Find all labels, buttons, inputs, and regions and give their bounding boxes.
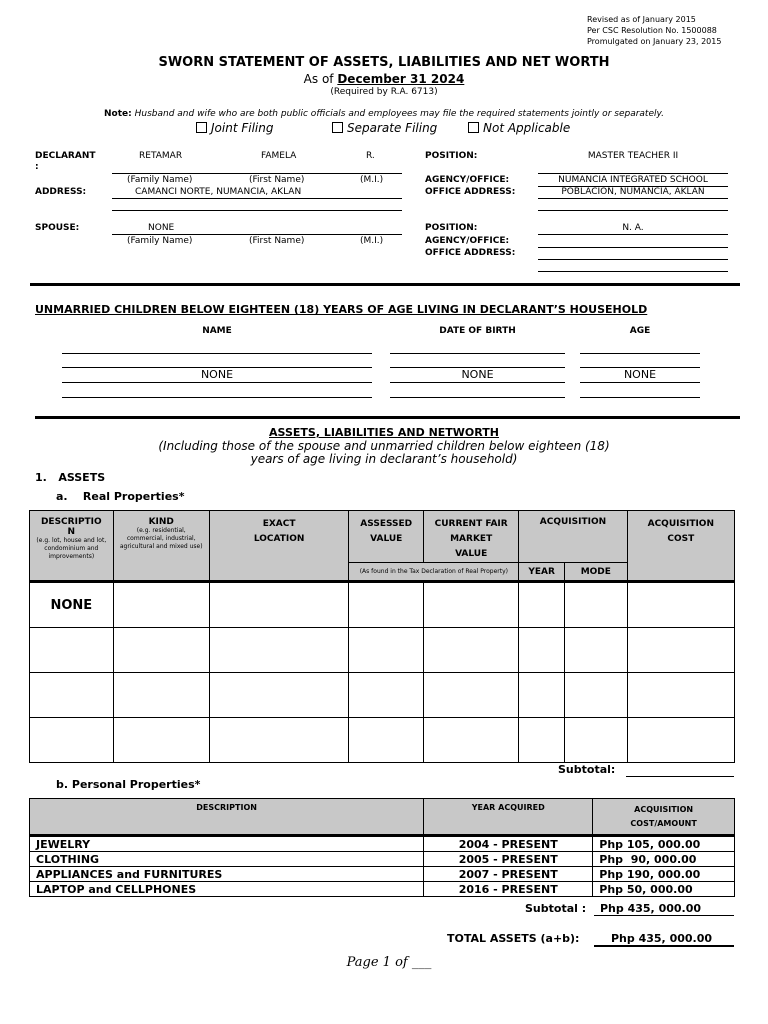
agency-value: NUMANCIA INTEGRATED SCHOOL	[558, 175, 708, 185]
acquisition-header: ACQUISITION	[539, 517, 607, 527]
kind-header: KIND	[148, 517, 174, 527]
assets-heading: ASSETS, LIABILITIES AND NETWORTH	[269, 426, 499, 439]
child-dob-value: NONE	[461, 368, 494, 381]
col-description	[30, 511, 114, 582]
pp-row-4-desc: LAPTOP and CELLPHONES	[30, 882, 424, 897]
position-label: POSITION:	[425, 151, 478, 161]
pp-row-4-cost: Php 50, 000.00	[593, 882, 735, 897]
joint-filing-label: Joint Filing	[211, 121, 274, 135]
spouse-position-label: POSITION:	[425, 223, 478, 233]
location-header: LOCATION	[253, 534, 305, 544]
pp-row-3-year: 2007 - PRESENT	[424, 867, 593, 882]
pp-desc-header: DESCRIPTION	[196, 803, 257, 812]
spouse-family-caption: (Family Name)	[127, 236, 193, 246]
real-row-1-desc: NONE	[30, 582, 114, 628]
col-location	[209, 511, 349, 582]
spouse-family-name: NONE	[148, 223, 175, 233]
pp-year-header: YEAR ACQUIRED	[471, 803, 545, 812]
kind-note: (e.g. residential, commercial, industrial, agricultural and mixed use)	[119, 527, 203, 550]
assets-sub2: years of age living in declarant’s household)	[250, 452, 518, 466]
tax-declaration-note: (As found in the Tax Declaration of Real Property)	[349, 563, 519, 582]
real-properties-table	[29, 510, 735, 763]
revision-note	[587, 14, 721, 47]
children-col-age: AGE	[629, 326, 651, 336]
office-address-value: POBLACION, NUMANCIA, AKLAN	[561, 187, 705, 197]
col-acquisition	[519, 511, 627, 563]
as-of-date: December 31 2024	[337, 72, 465, 86]
personal-properties-table	[29, 798, 735, 897]
page-number: Page 1 of ___	[346, 955, 432, 970]
pp-col-description	[30, 799, 424, 836]
checkbox-icon	[332, 122, 343, 133]
current-header: CURRENT FAIR	[434, 519, 508, 529]
acq-cost-header-1: ACQUISITION	[647, 519, 714, 529]
children-heading: UNMARRIED CHILDREN BELOW EIGHTEEN (18) YEARS OF AGE LIVING IN DECLARANT’S HOUSEHOLD	[35, 303, 648, 316]
personal-subtotal-label: Subtotal :	[525, 902, 587, 915]
children-col-name: NAME	[202, 326, 232, 336]
table-row	[30, 867, 735, 882]
value-header: VALUE	[370, 534, 403, 544]
personal-properties-label: b. Personal Properties*	[56, 778, 201, 791]
section-divider	[30, 283, 740, 286]
pp-col-year	[424, 799, 593, 836]
col-year: YEAR	[519, 563, 565, 582]
pp-row-1-cost: Php 105, 000.00	[593, 836, 735, 852]
joint-filing-option[interactable]	[196, 121, 273, 135]
total-assets-value: Php 435, 000.00	[611, 932, 713, 945]
child-name-value: NONE	[200, 368, 234, 381]
agency-label: AGENCY/OFFICE:	[425, 175, 510, 185]
children-col-dob: DATE OF BIRTH	[439, 326, 516, 336]
as-of-label: As of	[303, 72, 334, 86]
col-market	[424, 511, 519, 563]
declarant-mi: R.	[366, 151, 375, 161]
office-address-label: OFFICE ADDRESS:	[425, 187, 516, 197]
resolution-text: Per CSC Resolution No. 1500088	[587, 26, 717, 35]
desc-note: (e.g. lot, house and lot, condominium and improvements)	[36, 537, 107, 560]
child-age-value: NONE	[623, 368, 657, 381]
note-text: Husband and wife who are both public officials and employees may file the required statements jointly or separately.	[134, 109, 664, 119]
address-label: ADDRESS:	[35, 187, 87, 197]
col-mode: MODE	[565, 563, 628, 582]
spouse-mi-caption: (M.I.)	[360, 236, 384, 246]
not-applicable-option[interactable]	[468, 121, 570, 135]
pp-row-1-desc: JEWELRY	[30, 836, 424, 852]
promulgated-text: Promulgated on January 23, 2015	[587, 37, 722, 46]
desc-header-b: N	[67, 527, 76, 537]
required-by: (Required by R.A. 6713)	[330, 87, 438, 97]
pp-cost-header-2: COST/AMOUNT	[630, 819, 697, 828]
assets-label: 1. ASSETS	[35, 471, 106, 484]
table-row	[30, 882, 735, 897]
declarant-label: DECLARANT	[35, 151, 96, 161]
pp-row-2-cost: Php 90, 000.00	[593, 852, 735, 867]
exact-header: EXACT	[262, 519, 296, 529]
real-properties-label: a. Real Properties*	[56, 490, 185, 503]
table-row	[30, 852, 735, 867]
as-of-line	[0, 72, 768, 86]
market-header: MARKET	[450, 534, 493, 544]
address-value: CAMANCI NORTE, NUMANCIA, AKLAN	[135, 187, 302, 197]
form-title: SWORN STATEMENT OF ASSETS, LIABILITIES AND NET WORTH	[158, 55, 610, 70]
table-row	[30, 836, 735, 852]
pp-cost-header-1: ACQUISITION	[634, 805, 694, 814]
pp-row-4-year: 2016 - PRESENT	[424, 882, 593, 897]
spouse-office-address-label: OFFICE ADDRESS:	[425, 248, 516, 258]
real-subtotal-label: Subtotal:	[558, 763, 616, 776]
family-name-caption: (Family Name)	[127, 175, 193, 185]
pp-row-1-year: 2004 - PRESENT	[424, 836, 593, 852]
pp-row-2-desc: CLOTHING	[30, 852, 424, 867]
declarant-colon: :	[35, 162, 39, 172]
col-kind	[113, 511, 209, 582]
spouse-first-caption: (First Name)	[249, 236, 305, 246]
position-value: MASTER TEACHER II	[587, 151, 679, 161]
real-subtotal-line	[626, 776, 734, 777]
note	[0, 109, 768, 119]
first-name-caption: (First Name)	[249, 175, 305, 185]
col-assessed	[349, 511, 424, 563]
personal-subtotal-value: Php 435, 000.00	[600, 902, 702, 915]
pp-row-2-year: 2005 - PRESENT	[424, 852, 593, 867]
checkbox-icon	[468, 122, 479, 133]
separate-filing-option[interactable]	[332, 121, 437, 135]
spouse-agency-label: AGENCY/OFFICE:	[425, 236, 510, 246]
market-value-header: VALUE	[455, 549, 488, 559]
separate-filing-label: Separate Filing	[347, 121, 438, 135]
pp-row-3-cost: Php 190, 000.00	[593, 867, 735, 882]
note-label: Note:	[104, 109, 132, 119]
spouse-label: SPOUSE:	[35, 223, 80, 233]
not-applicable-label: Not Applicable	[483, 121, 571, 135]
section-divider	[35, 416, 740, 419]
declarant-family-name: RETAMAR	[139, 151, 183, 161]
declarant-first-name: FAMELA	[261, 151, 297, 161]
spouse-position-value: N. A.	[622, 223, 644, 233]
pp-col-cost	[593, 799, 735, 836]
col-acq-cost	[627, 511, 734, 582]
mi-caption: (M.I.)	[360, 175, 384, 185]
pp-row-3-desc: APPLIANCES and FURNITURES	[30, 867, 424, 882]
acq-cost-header-2: COST	[667, 534, 695, 544]
desc-header-a: DESCRIPTIO	[40, 517, 102, 527]
revised-text: Revised as of January 2015	[587, 15, 696, 24]
checkbox-icon	[196, 122, 207, 133]
assessed-header: ASSESSED	[360, 519, 413, 529]
assets-sub1: (Including those of the spouse and unmarried children below eighteen (18)	[158, 439, 610, 453]
total-assets-label: TOTAL ASSETS (a+b):	[447, 932, 580, 945]
